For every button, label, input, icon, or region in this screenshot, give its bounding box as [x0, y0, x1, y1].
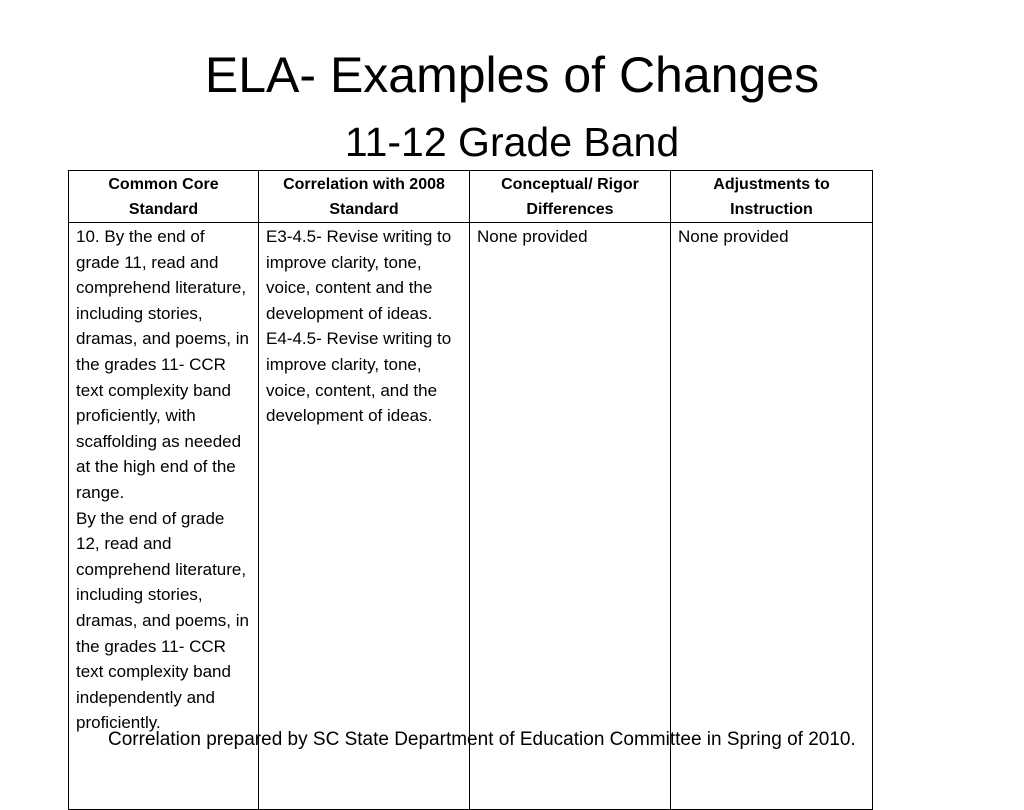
slide-subtitle: 11-12 Grade Band — [344, 119, 680, 165]
table-header-row — [69, 171, 873, 223]
header-common-core-standard: Common Core Standard — [69, 171, 259, 223]
correlation-e4-4-5: E4-4.5- Revise writing to improve clarity, tone, voice, content, and the development of ideas. — [266, 329, 452, 426]
slide-title: ELA- Examples of Changes — [204, 47, 820, 103]
cell-rigor-differences: None provided — [470, 223, 671, 810]
table-row — [69, 223, 873, 810]
common-core-paragraph-grade-11: 10. By the end of grade 11, read and comprehend literature, including stories, dramas, and poems, in the grades 11- CCR text complexity band proficiently, with scaffolding as needed at the high end of the range. — [76, 227, 249, 502]
header-adjustments-to-instruction: Adjustments to Instruction — [671, 171, 873, 223]
cell-adjustments: None provided — [671, 223, 873, 810]
cell-correlation-2008-standard — [259, 223, 470, 810]
common-core-paragraph-grade-12: By the end of grade 12, read and comprehend literature, including stories, dramas, and poems, in the grades 11- CCR text complexity band independently and proficiently. — [76, 508, 249, 733]
cell-common-core-standard — [69, 223, 259, 810]
standards-correlation-table — [68, 170, 873, 810]
correlation-e3-4-5: E3-4.5- Revise writing to improve clarity, tone, voice, content and the development of ideas. — [266, 227, 452, 323]
header-conceptual-rigor-differences: Conceptual/ Rigor Differences — [470, 171, 671, 223]
footer-note: Correlation prepared by SC State Department of Education Committee in Spring of 2010. — [108, 729, 856, 750]
header-correlation-2008-standard: Correlation with 2008 Standard — [259, 171, 470, 223]
